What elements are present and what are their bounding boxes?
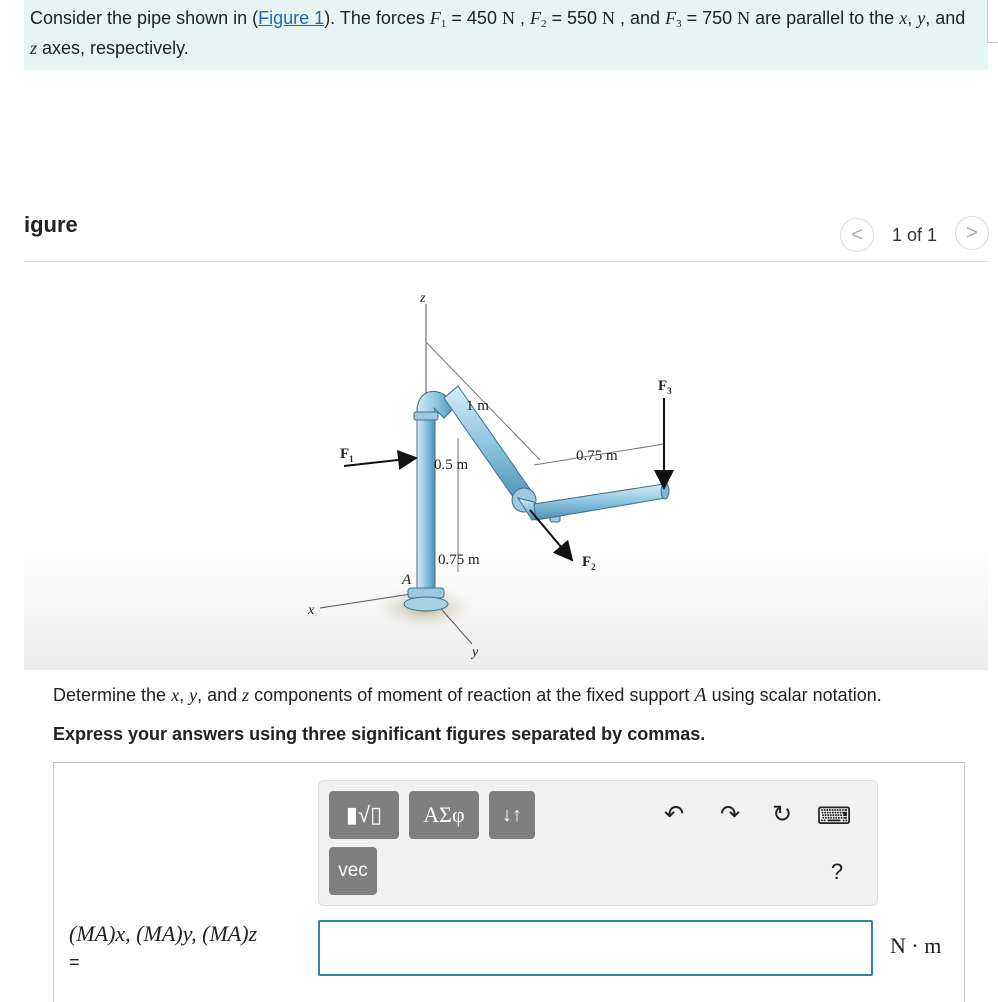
label-a: A xyxy=(402,572,412,588)
f1-arrow xyxy=(344,458,416,466)
pipe-base-plate xyxy=(404,597,448,611)
vec-button[interactable]: vec xyxy=(329,847,377,895)
question-text: Determine the x, y, and z components of moment of reaction at the fixed support A using scalar notation. xyxy=(53,684,882,706)
label-f3: $F_3$ xyxy=(658,378,672,396)
figure-next-button[interactable] xyxy=(955,216,989,250)
label-dim-075m-bottom: 0.75 m xyxy=(438,552,480,568)
label-z: z xyxy=(420,291,426,306)
figure-area xyxy=(24,262,988,670)
chevron-left-icon: < xyxy=(851,223,863,246)
problem-statement xyxy=(24,0,988,70)
template-button[interactable] xyxy=(329,791,399,839)
answer-label: (MA)x, (MA)y, (MA)z xyxy=(69,921,258,946)
undo-icon[interactable]: ↶ xyxy=(663,800,685,828)
instruction-text: Express your answers using three significant figures separated by commas. xyxy=(53,724,706,744)
pipe-vertical xyxy=(417,408,435,594)
figure-title: igure xyxy=(24,212,78,237)
greek-symbols-button[interactable]: ΑΣφ xyxy=(409,791,479,839)
pipe-horizontal xyxy=(534,484,666,520)
answer-equals: = xyxy=(69,952,80,972)
up-down-arrows-icon: ↓↑ xyxy=(502,803,522,826)
math-toolbar xyxy=(318,780,878,906)
figure-prev-button[interactable] xyxy=(840,218,874,252)
help-icon[interactable]: ? xyxy=(830,859,844,884)
label-dim-1m: 1 m xyxy=(466,398,489,414)
label-dim-05m: 0.5 m xyxy=(434,457,469,473)
unit-label: N · m xyxy=(890,933,942,958)
pipe-top-collar xyxy=(414,412,438,420)
pipe-figure xyxy=(24,262,988,670)
reset-icon[interactable]: ↻ xyxy=(771,800,793,828)
label-dim-075m-top: 0.75 m xyxy=(576,448,618,464)
subscript-superscript-button[interactable] xyxy=(489,791,535,839)
problem-text: Consider the pipe shown in (Figure 1). The forces $F_1 = 450$ N , $F_2 = 550$ N , and $F_3 = 750$ N are parallel to the x, y, and z axes, respectively. xyxy=(30,8,966,58)
figure-link[interactable]: Figure 1 xyxy=(258,8,325,28)
figure-pager: 1 of 1 xyxy=(892,225,938,245)
answer-input[interactable] xyxy=(318,920,873,976)
templates-icon: ▮√▯ xyxy=(345,802,383,827)
chevron-right-icon: > xyxy=(966,221,978,244)
label-f1: $F_1$ xyxy=(340,446,354,464)
label-x: x xyxy=(308,603,315,618)
redo-icon[interactable]: ↷ xyxy=(719,800,741,828)
right-edge-panel xyxy=(987,0,998,43)
label-y: y xyxy=(472,645,479,660)
keyboard-icon[interactable]: ⌨ xyxy=(816,802,852,830)
label-f2: $F_2$ xyxy=(582,554,596,572)
